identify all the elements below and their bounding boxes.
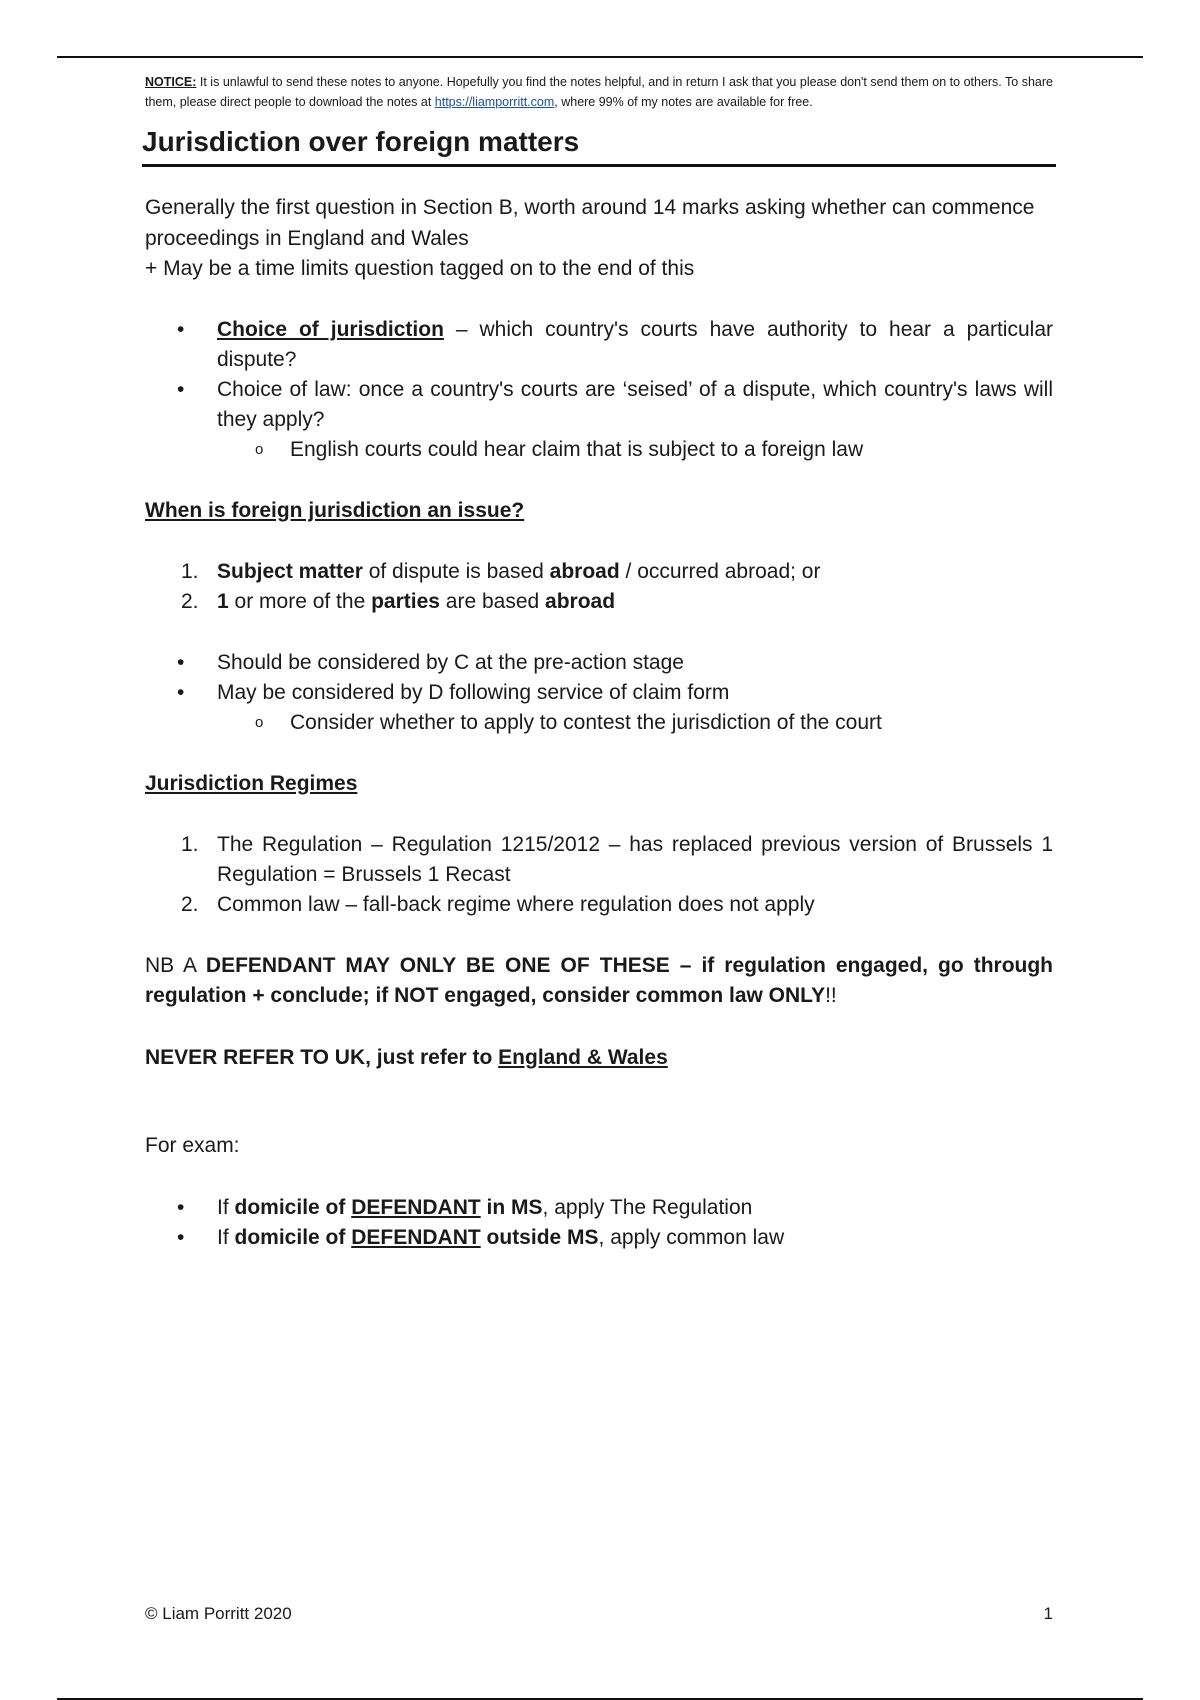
consideration-list: [145, 648, 1053, 738]
bold-text: 1: [217, 589, 229, 613]
bold-text: outside MS: [480, 1225, 599, 1249]
notice-label: NOTICE:: [145, 75, 197, 89]
text: are based: [439, 589, 546, 613]
list-item: [145, 375, 1053, 435]
bold-text: parties: [371, 589, 440, 613]
bold-text: in MS: [480, 1195, 543, 1219]
nb-paragraph: [145, 951, 1053, 1012]
heading-foreign-issue: When is foreign jurisdiction an issue?: [145, 498, 525, 522]
list-number: 2.: [181, 589, 199, 613]
list-item-text: Common law – fall-back regime where regulation does not apply: [217, 892, 815, 916]
list-item: [145, 557, 1053, 587]
list-item-text: Should be considered by C at the pre-action stage: [217, 650, 684, 674]
page-title: Jurisdiction over foreign matters: [142, 126, 1056, 167]
bold-text: Subject matter: [217, 559, 363, 583]
list-item: [145, 678, 1053, 708]
bullet-marker: •: [177, 317, 185, 341]
page-number: 1: [1043, 1604, 1053, 1623]
for-exam-label: For exam:: [145, 1134, 240, 1157]
text: of dispute is based: [362, 559, 550, 583]
sub-list-item: [145, 708, 1053, 738]
never-text: NEVER REFER TO UK, just refer to: [145, 1045, 499, 1069]
list-number: 1.: [181, 559, 199, 583]
notice-text-end: , where 99% of my notes are available for free.: [554, 95, 813, 109]
bullet-marker: •: [177, 680, 185, 704]
defendant-text: DEFENDANT: [351, 1225, 481, 1249]
copyright-text: © Liam Porritt 2020: [145, 1604, 292, 1623]
issue-list: [145, 557, 1053, 617]
bold-text: domicile of: [234, 1225, 352, 1249]
text: If: [217, 1195, 235, 1219]
sub-list-item: [145, 435, 1053, 465]
sub-item-text: English courts could hear claim that is subject to a foreign law: [290, 437, 864, 461]
list-item-text: May be considered by D following service of claim form: [217, 680, 730, 704]
list-item: [145, 587, 1053, 617]
nb-prefix: NB A: [145, 953, 206, 977]
bold-text: abroad: [549, 559, 620, 583]
top-rule: [57, 56, 1143, 58]
never-refer-note: [145, 1043, 1053, 1074]
choice-of-jurisdiction-term: Choice of jurisdiction: [217, 317, 444, 341]
scope-list: [145, 315, 1053, 465]
sub-bullet-marker: o: [255, 440, 264, 458]
text: or more of the: [228, 589, 372, 613]
heading-jurisdiction-regimes: Jurisdiction Regimes: [145, 771, 358, 795]
list-item-text: – which country's courts have authority to hear a particular dispute?: [217, 317, 1053, 371]
bullet-marker: •: [177, 1225, 185, 1249]
intro-line-1: Generally the first question in Section B, worth around 14 marks asking whether can commence proceedings in England and Wales: [145, 196, 1035, 250]
england-wales-text: England & Wales: [498, 1045, 668, 1069]
regimes-list: [145, 830, 1053, 920]
text: , apply The Regulation: [542, 1195, 753, 1219]
bullet-marker: •: [177, 650, 185, 674]
list-item: [145, 648, 1053, 678]
list-item: [145, 1193, 1053, 1223]
list-item: [145, 315, 1053, 375]
nb-suffix: !!: [825, 984, 837, 1007]
list-item: [145, 890, 1053, 920]
list-item-text: The Regulation – Regulation 1215/2012 – has replaced previous version of Brussels 1 Regulation = Brussels 1 Recast: [217, 832, 1053, 886]
exam-list: [145, 1193, 1053, 1253]
list-item: [145, 830, 1053, 890]
text: / occurred abroad; or: [619, 559, 821, 583]
page-content: [142, 72, 1054, 1253]
intro-line-2: + May be a time limits question tagged on to the end of this: [145, 257, 695, 280]
text: If: [217, 1225, 235, 1249]
list-number: 1.: [181, 832, 199, 856]
bold-text: abroad: [545, 589, 616, 613]
notice: [145, 72, 1053, 112]
list-item-text: Choice of law: once a country's courts are ‘seised’ of a dispute, which country's laws will they apply?: [217, 377, 1053, 431]
text: , apply common law: [598, 1225, 785, 1249]
sub-bullet-marker: o: [255, 713, 264, 731]
notice-link[interactable]: https://liamporritt.com: [434, 95, 555, 109]
list-item: [145, 1223, 1053, 1253]
bullet-marker: •: [177, 1195, 185, 1219]
list-number: 2.: [181, 892, 199, 916]
notice-text: It is unlawful to send these notes to anyone. Hopefully you find the notes helpful, and in return I ask that you please don't send them on to others. To share them, please direct people to download the notes at: [145, 75, 1053, 109]
sub-item-text: Consider whether to apply to contest the jurisdiction of the court: [290, 710, 882, 734]
nb-bold-text: DEFENDANT MAY ONLY BE ONE OF THESE – if regulation engaged, go through regulation + conclude; if NOT engaged, consider common law ONLY: [145, 953, 1054, 1007]
page-footer: [145, 1604, 1053, 1624]
bold-text: domicile of: [234, 1195, 352, 1219]
defendant-text: DEFENDANT: [351, 1195, 481, 1219]
bullet-marker: •: [177, 377, 185, 401]
